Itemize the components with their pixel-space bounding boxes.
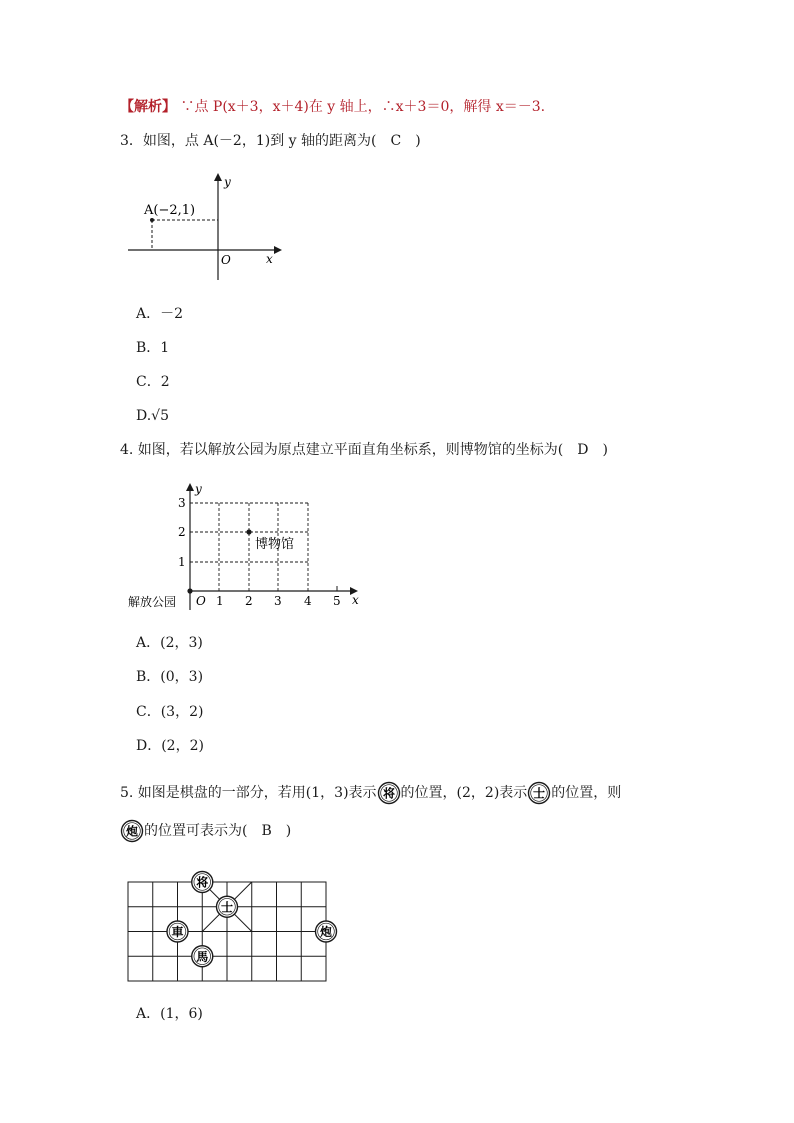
q5-inline-piece-shi-label: 士 — [533, 786, 546, 801]
q4-origin-label: O — [196, 594, 206, 608]
q4-x-tick-label: 5 — [333, 594, 341, 608]
q5-piece-ju-label: 車 — [171, 925, 184, 939]
q3-figure — [120, 168, 290, 288]
q3-option-b: B．1 — [136, 340, 170, 356]
q5-piece-ma — [192, 946, 213, 967]
q5-stem-d: 的位置可表示为( B ) — [144, 823, 292, 839]
q4-option-a: A．(2，3) — [136, 635, 203, 651]
q4-x-tick-label: 1 — [216, 594, 224, 608]
q4-x-tick-label: 4 — [304, 594, 312, 608]
q3-origin-label: O — [221, 253, 231, 267]
q5-piece-jiang — [192, 872, 213, 893]
q4-option-b: B．(0，3) — [136, 669, 204, 685]
q5-inline-piece-jiang-label: 将 — [382, 786, 395, 801]
q4-museum-label: 博物馆 — [255, 537, 295, 552]
q4-y-tick-label: 1 — [178, 555, 186, 569]
analysis-line — [120, 98, 545, 116]
q4-park-label: 解放公园 — [128, 595, 177, 609]
q4-y-arrow — [186, 483, 194, 491]
q5-stem-line2 — [120, 818, 291, 844]
q5-piece-pao — [316, 921, 337, 942]
q3-point-label: A(−2,1) — [144, 203, 196, 218]
q5-inline-piece-jiang — [377, 781, 401, 805]
q5-piece-jiang-label: 将 — [196, 875, 209, 890]
q4-x-tick-label: 3 — [274, 594, 282, 608]
q3-option-d: D.√5 — [136, 408, 170, 424]
q4-origin-point — [187, 588, 192, 593]
q5-piece-ma-label: 馬 — [196, 949, 209, 964]
q4-figure — [124, 478, 370, 618]
q5-chessboard — [124, 868, 344, 990]
q5-inline-piece-shi — [527, 781, 551, 805]
q3-y-arrow — [214, 173, 222, 181]
q5-stem-b: 的位置，(2，2)表示 — [400, 785, 528, 801]
q4-x-label: x — [352, 593, 359, 607]
q3-x-arrow — [274, 246, 282, 254]
q5-stem-a: 5. 如图是棋盘的一部分，若用(1，3)表示 — [120, 785, 377, 801]
q3-option-a: A．－2 — [136, 306, 184, 322]
analysis-label: 【解析】 — [120, 99, 176, 115]
q5-piece-pao-label: 炮 — [319, 925, 333, 939]
q4-option-d: D．(2，2) — [136, 738, 204, 754]
q4-y-tick-label: 3 — [178, 496, 186, 510]
q4-option-c: C．(3，2) — [136, 704, 204, 720]
q5-piece-shi-label: 士 — [220, 900, 234, 915]
q5-inline-piece-pao — [120, 819, 144, 843]
q4-y-tick-label: 2 — [178, 525, 186, 539]
q4-x-tick-label: 2 — [245, 594, 253, 608]
q4-museum-point — [246, 529, 251, 534]
q3-stem: 3．如图，点 A(－2，1)到 y 轴的距离为( C ) — [120, 133, 421, 149]
q3-option-c: C．2 — [136, 374, 170, 390]
analysis-text: ∵点 P(x＋3，x＋4)在 y 轴上，∴x＋3＝0，解得 x＝－3. — [180, 99, 546, 115]
q3-x-label: x — [266, 252, 273, 266]
q4-y-label: y — [195, 482, 202, 496]
q5-piece-ju — [167, 921, 188, 942]
q3-point-a — [150, 218, 154, 222]
q5-inline-piece-pao-label: 炮 — [125, 824, 139, 839]
q4-stem: 4. 如图，若以解放公园为原点建立平面直角坐标系，则博物馆的坐标为( D ) — [120, 442, 608, 458]
q5-stem-line1 — [120, 780, 621, 806]
q5-option-a: A．(1，6) — [136, 1006, 203, 1022]
q5-stem-c: 的位置，则 — [551, 785, 622, 801]
q5-piece-shi — [217, 896, 238, 917]
q3-y-label: y — [224, 175, 231, 189]
